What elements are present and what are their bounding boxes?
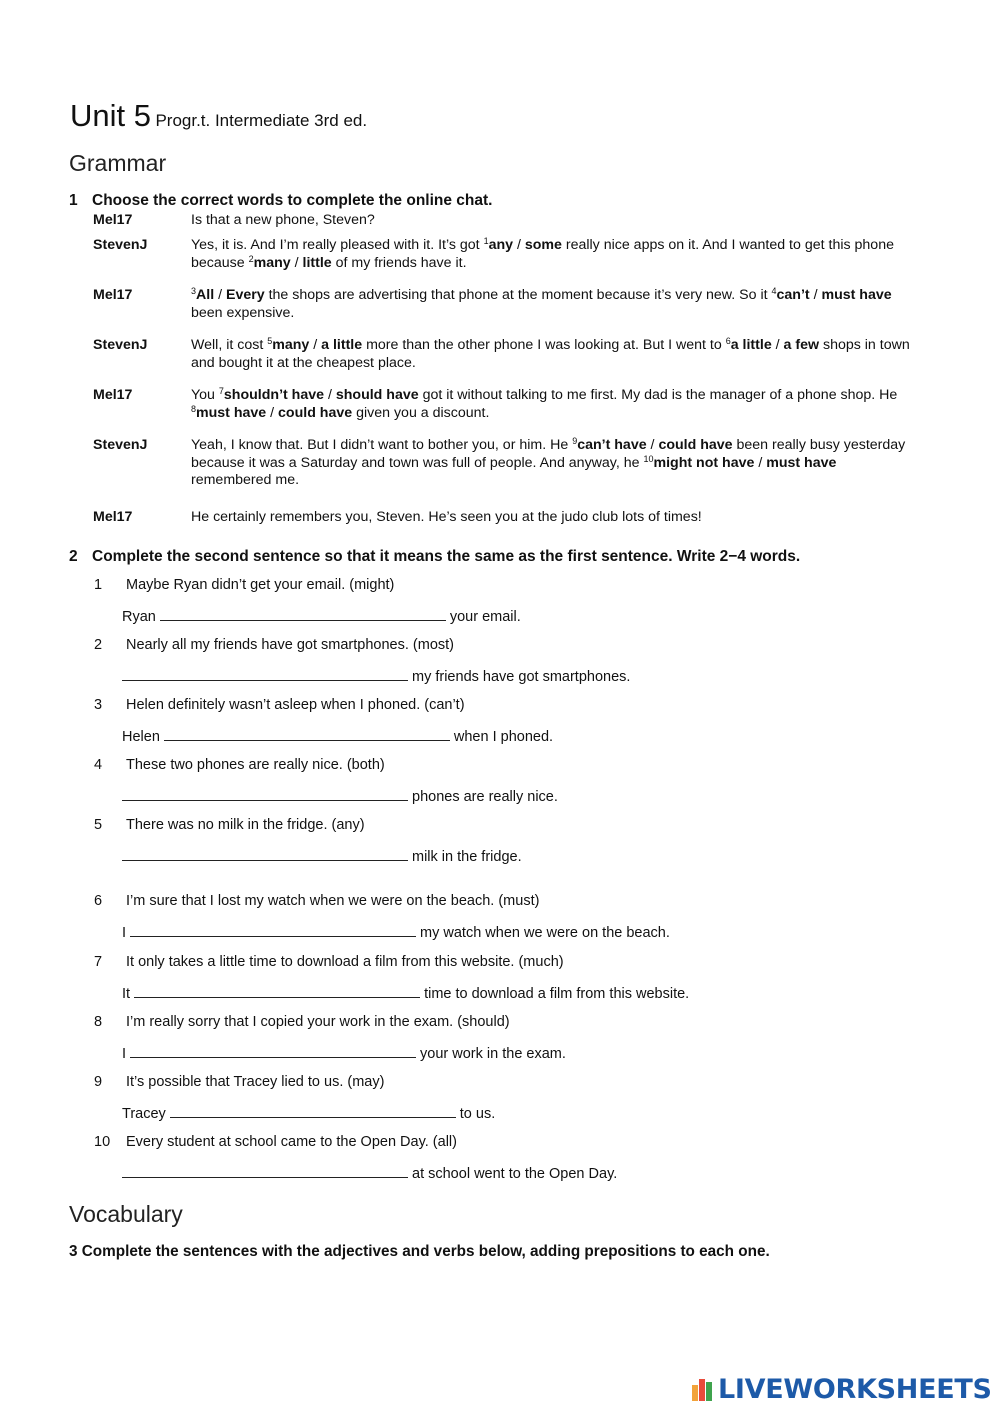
gap-number: 4	[771, 286, 777, 296]
answer-blank[interactable]	[122, 787, 408, 801]
chat-speaker: Mel17	[93, 509, 133, 525]
exercise-question	[94, 697, 465, 713]
answer-prefix: It	[122, 986, 131, 1002]
answer-blank[interactable]	[164, 727, 450, 741]
chat-speaker: StevenJ	[93, 237, 148, 253]
page-title	[70, 98, 367, 134]
answer-suffix: your email.	[449, 609, 521, 625]
exercise-question	[94, 893, 539, 909]
q3-instruction: 3 Complete the sentences with the adjectives and verbs below, adding prepositions to each one.	[69, 1243, 770, 1260]
gap-number: 5	[267, 336, 273, 346]
answer-blank[interactable]	[160, 607, 446, 621]
gap-number: 3	[191, 286, 197, 296]
question-number: 2	[94, 637, 103, 653]
answer-blank[interactable]	[122, 847, 408, 861]
gap-number: 6	[725, 336, 731, 346]
exercise-question	[94, 637, 454, 653]
question-number: 1	[94, 577, 103, 593]
chat-speaker: StevenJ	[93, 437, 148, 453]
chat-text-segment: /	[324, 387, 336, 403]
chat-speaker: Mel17	[93, 387, 133, 403]
answer-suffix: my friends have got smartphones.	[412, 669, 631, 685]
answer-line	[122, 1044, 566, 1062]
answer-blank[interactable]	[170, 1104, 456, 1118]
answer-prefix: I	[122, 925, 127, 941]
chat-speaker: Mel17	[93, 212, 133, 228]
answer-suffix: to us.	[459, 1106, 496, 1122]
answer-option: a few	[783, 337, 820, 353]
answer-line	[122, 984, 689, 1002]
answer-option: a little	[321, 337, 363, 353]
chat-text-segment: given you a discount.	[352, 404, 490, 421]
question-number: 10	[94, 1134, 111, 1150]
answer-option: could have	[658, 437, 733, 453]
answer-suffix: my watch when we were on the beach.	[420, 925, 670, 941]
answer-option: must have	[821, 287, 892, 303]
chat-text	[191, 337, 919, 372]
gap-number: 1	[483, 236, 489, 246]
chat-text-segment: /	[266, 404, 279, 421]
chat-text-segment: Yes, it is. And I’m really pleased with it. It’s got	[191, 237, 484, 253]
answer-suffix: when I phoned.	[453, 729, 554, 745]
chat-text-segment: /	[290, 254, 303, 271]
exercise-question	[94, 1134, 457, 1150]
answer-option: Every	[225, 287, 265, 303]
chat-text-segment: the shops are advertising that phone at the moment because it’s very new. So it	[264, 287, 772, 303]
answer-blank[interactable]	[130, 1044, 416, 1058]
answer-option: All	[196, 287, 215, 303]
answer-line	[122, 667, 630, 685]
answer-suffix: phones are really nice.	[412, 789, 558, 805]
vocabulary-heading: Vocabulary	[69, 1201, 183, 1227]
answer-suffix: your work in the exam.	[420, 1046, 566, 1062]
chat-text-segment: /	[309, 337, 322, 353]
exercise-question	[94, 954, 564, 970]
question-number: 7	[94, 954, 103, 970]
book-title: Progr.t. Intermediate 3rd ed.	[155, 111, 368, 130]
chat-text-segment: You	[191, 387, 219, 403]
question-text: These two phones are really nice. (both)	[126, 757, 385, 773]
gap-number: 9	[572, 436, 578, 446]
grammar-heading: Grammar	[69, 150, 167, 176]
unit-title: Unit 5	[70, 98, 151, 133]
answer-suffix: time to download a film from this website.	[424, 986, 690, 1002]
question-number: 4	[94, 757, 103, 773]
chat-text	[191, 212, 919, 230]
chat-text-segment: really nice apps on it. And I wanted to get this phone because	[191, 237, 894, 271]
question-text: It’s possible that Tracey lied to us. (may)	[126, 1074, 385, 1090]
answer-option: can’t	[776, 287, 810, 303]
answer-option: can’t have	[577, 437, 647, 453]
logo-text: LIVEWORKSHEETS	[718, 1374, 992, 1405]
answer-option: shouldn’t have	[223, 387, 325, 403]
chat-text-segment: been expensive.	[191, 304, 295, 321]
question-text: Nearly all my friends have got smartphones. (most)	[126, 637, 454, 653]
question-number: 3	[94, 697, 103, 713]
answer-prefix: Helen	[122, 729, 160, 745]
answer-option: many	[253, 254, 291, 271]
chat-text-segment: /	[513, 237, 525, 253]
exercise-question	[94, 577, 394, 593]
answer-blank[interactable]	[134, 984, 420, 998]
chat-text	[191, 237, 919, 272]
answer-option: little	[302, 254, 332, 271]
answer-option: many	[272, 337, 310, 353]
answer-line	[122, 923, 670, 941]
chat-text	[191, 437, 919, 490]
answer-line	[122, 847, 522, 865]
question-text: Helen definitely wasn’t asleep when I phoned. (can’t)	[126, 697, 465, 713]
answer-option: might not have	[653, 454, 755, 471]
answer-line	[122, 1104, 495, 1122]
answer-blank[interactable]	[122, 1164, 408, 1178]
answer-line	[122, 1164, 617, 1182]
answer-line	[122, 607, 521, 625]
q2-instruction-text: Complete the second sentence so that it means the same as the first sentence. Write 2−4 words.	[92, 548, 801, 565]
answer-prefix: I	[122, 1046, 127, 1062]
answer-blank[interactable]	[122, 667, 408, 681]
chat-text-segment: of my friends have it.	[331, 254, 467, 271]
exercise-question	[94, 757, 385, 773]
answer-line	[122, 787, 558, 805]
chat-text	[191, 387, 919, 422]
gap-number: 7	[218, 386, 224, 396]
question-text: Maybe Ryan didn’t get your email. (might)	[126, 577, 395, 593]
answer-blank[interactable]	[130, 923, 416, 937]
q1-instruction-text: Choose the correct words to complete the online chat.	[92, 192, 493, 209]
answer-option: some	[524, 237, 562, 253]
chat-text-segment: /	[646, 437, 659, 453]
chat-text	[191, 509, 919, 527]
question-number: 5	[94, 817, 103, 833]
chat-text-segment: been really busy yesterday because it was a Saturday and town was full of people. And anyway, he	[191, 437, 906, 471]
answer-option: any	[488, 237, 514, 253]
chat-text-segment: He certainly remembers you, Steven. He’s seen you at the judo club lots of times!	[191, 509, 702, 525]
question-text: I’m sure that I lost my watch when we were on the beach. (must)	[126, 893, 540, 909]
chat-text-segment: remembered me.	[191, 472, 300, 488]
logo-mark-icon	[692, 1379, 718, 1401]
answer-option: should have	[335, 387, 419, 403]
answer-prefix: Ryan	[122, 609, 156, 625]
chat-text-segment: Well, it cost	[191, 337, 268, 353]
exercise-question	[94, 1014, 510, 1030]
answer-option: a little	[730, 337, 772, 353]
q1-number: 1	[69, 192, 78, 209]
question-number: 9	[94, 1074, 103, 1090]
chat-text-segment: more than the other phone I was looking at. But I went to	[362, 337, 726, 353]
chat-text-segment: Is that a new phone, Steven?	[191, 212, 375, 228]
question-text: There was no milk in the fridge. (any)	[126, 817, 365, 833]
chat-text	[191, 287, 919, 322]
exercise-question	[94, 817, 365, 833]
question-text: Every student at school came to the Open Day. (all)	[126, 1134, 457, 1150]
gap-number: 8	[191, 403, 197, 414]
answer-option: must have	[196, 404, 267, 421]
answer-option: must have	[766, 454, 837, 471]
question-number: 8	[94, 1014, 103, 1030]
answer-prefix: Tracey	[122, 1106, 166, 1122]
answer-option: could have	[278, 404, 353, 421]
chat-text-segment: shops in town and bought it at the cheapest place.	[191, 337, 910, 371]
chat-text-segment: got it without talking to me first. My dad is the manager of a phone shop. He	[418, 387, 898, 403]
chat-speaker: StevenJ	[93, 337, 148, 353]
q2-instruction	[69, 548, 800, 566]
chat-text-segment: Yeah, I know that. But I didn’t want to bother you, or him. He	[191, 437, 573, 453]
chat-text-segment: /	[754, 454, 767, 471]
chat-speaker: Mel17	[93, 287, 133, 303]
chat-text-segment: /	[771, 337, 784, 353]
answer-suffix: milk in the fridge.	[412, 849, 522, 865]
question-text: It only takes a little time to download a film from this website. (much)	[126, 954, 564, 970]
q2-number: 2	[69, 548, 78, 565]
chat-text-segment: /	[214, 287, 226, 303]
answer-line	[122, 727, 553, 745]
chat-text-segment: /	[809, 287, 822, 303]
answer-suffix: at school went to the Open Day.	[412, 1166, 618, 1182]
q1-instruction	[69, 192, 492, 210]
gap-number: 10	[643, 453, 654, 464]
question-number: 6	[94, 893, 103, 909]
exercise-question	[94, 1074, 384, 1090]
question-text: I’m really sorry that I copied your work in the exam. (should)	[126, 1014, 510, 1030]
gap-number: 2	[248, 253, 254, 264]
